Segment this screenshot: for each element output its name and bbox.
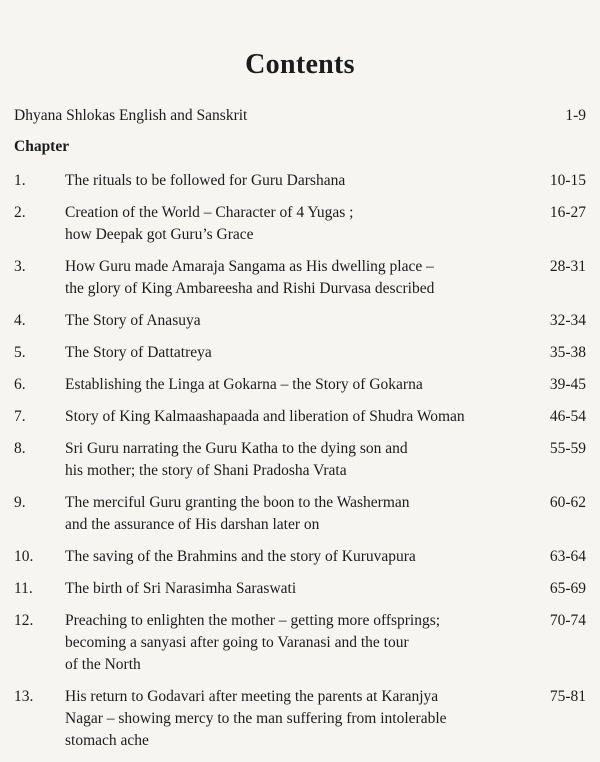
toc-entry: [14, 310, 586, 332]
chapter-title: The Story of Anasuya: [65, 312, 201, 329]
page-range: 32-34: [549, 312, 586, 329]
chapter-title: The rituals to be followed for Guru Darshana: [65, 172, 346, 189]
toc-entry: [14, 438, 586, 482]
toc-entry: [14, 342, 586, 364]
chapter-number: 2.: [14, 204, 26, 221]
chapter-title: Establishing the Linga at Gokarna – the Story of Gokarna: [65, 376, 423, 393]
chapter-number: 4.: [14, 312, 26, 329]
page-range: 16-27: [549, 204, 586, 221]
toc-entry: [14, 492, 586, 536]
page-range: 39-45: [549, 376, 586, 393]
toc-entry: [14, 170, 586, 192]
toc-entry: [14, 546, 586, 568]
page-range: 28-31: [549, 258, 586, 275]
toc-entry: [14, 610, 586, 676]
page-range: 63-64: [549, 548, 586, 565]
toc-entry: [14, 256, 586, 300]
chapter-number: 12.: [14, 612, 34, 629]
chapter-title: Story of King Kalmaashapaada and liberation of Shudra Woman: [65, 408, 465, 425]
toc-entry: [14, 686, 586, 752]
chapter-title: How Guru made Amaraja Sangama as His dwelling place – the glory of King Ambareesha and Rishi Durvasa described: [65, 258, 435, 297]
chapter-number: 10.: [14, 548, 34, 565]
page-title: Contents: [245, 48, 355, 80]
chapter-number: 6.: [14, 376, 26, 393]
intro-pages: 1-9: [565, 107, 586, 124]
page-range: 35-38: [549, 344, 586, 361]
chapter-title: Preaching to enlighten the mother – getting more offsprings; becoming a sanyasi after going to Varanasi and the tour of the North: [65, 612, 441, 673]
intro-entry: [14, 106, 586, 126]
chapter-number: 11.: [14, 580, 33, 597]
page-range: 65-69: [549, 580, 586, 597]
page-range: 75-81: [549, 688, 586, 705]
page-range: 70-74: [549, 612, 586, 629]
chapter-number: 3.: [14, 258, 26, 275]
chapter-number: 1.: [14, 172, 26, 189]
chapter-heading: Chapter: [14, 138, 70, 155]
chapter-title: The Story of Dattatreya: [65, 344, 212, 361]
chapter-title: Sri Guru narrating the Guru Katha to the dying son and his mother; the story of Shani Pradosha Vrata: [65, 440, 408, 479]
toc-entry: [14, 578, 586, 600]
chapter-title: His return to Godavari after meeting the parents at Karanjya Nagar – showing mercy to the man suffering from intolerable stomach ache: [65, 688, 447, 749]
table-of-contents: [14, 100, 586, 762]
toc-entry: [14, 406, 586, 428]
chapter-number: 13.: [14, 688, 34, 705]
chapter-list: [14, 170, 586, 752]
chapter-number: 9.: [14, 494, 26, 511]
toc-entry: [14, 202, 586, 246]
chapter-title: The saving of the Brahmins and the story of Kuruvapura: [65, 548, 416, 565]
chapter-number: 8.: [14, 440, 26, 457]
chapter-number: 5.: [14, 344, 26, 361]
chapter-title: The birth of Sri Narasimha Saraswati: [65, 580, 297, 597]
chapter-title: Creation of the World – Character of 4 Yugas ; how Deepak got Guru’s Grace: [65, 204, 354, 243]
page-range: 60-62: [549, 494, 586, 511]
chapter-number: 7.: [14, 408, 26, 425]
page-range: 55-59: [549, 440, 586, 457]
page-range: 10-15: [549, 172, 586, 189]
page-range: 46-54: [549, 408, 586, 425]
chapter-title: The merciful Guru granting the boon to the Washerman and the assurance of His darshan later on: [65, 494, 410, 533]
toc-entry: [14, 374, 586, 396]
intro-title: Dhyana Shlokas English and Sanskrit: [14, 107, 248, 124]
